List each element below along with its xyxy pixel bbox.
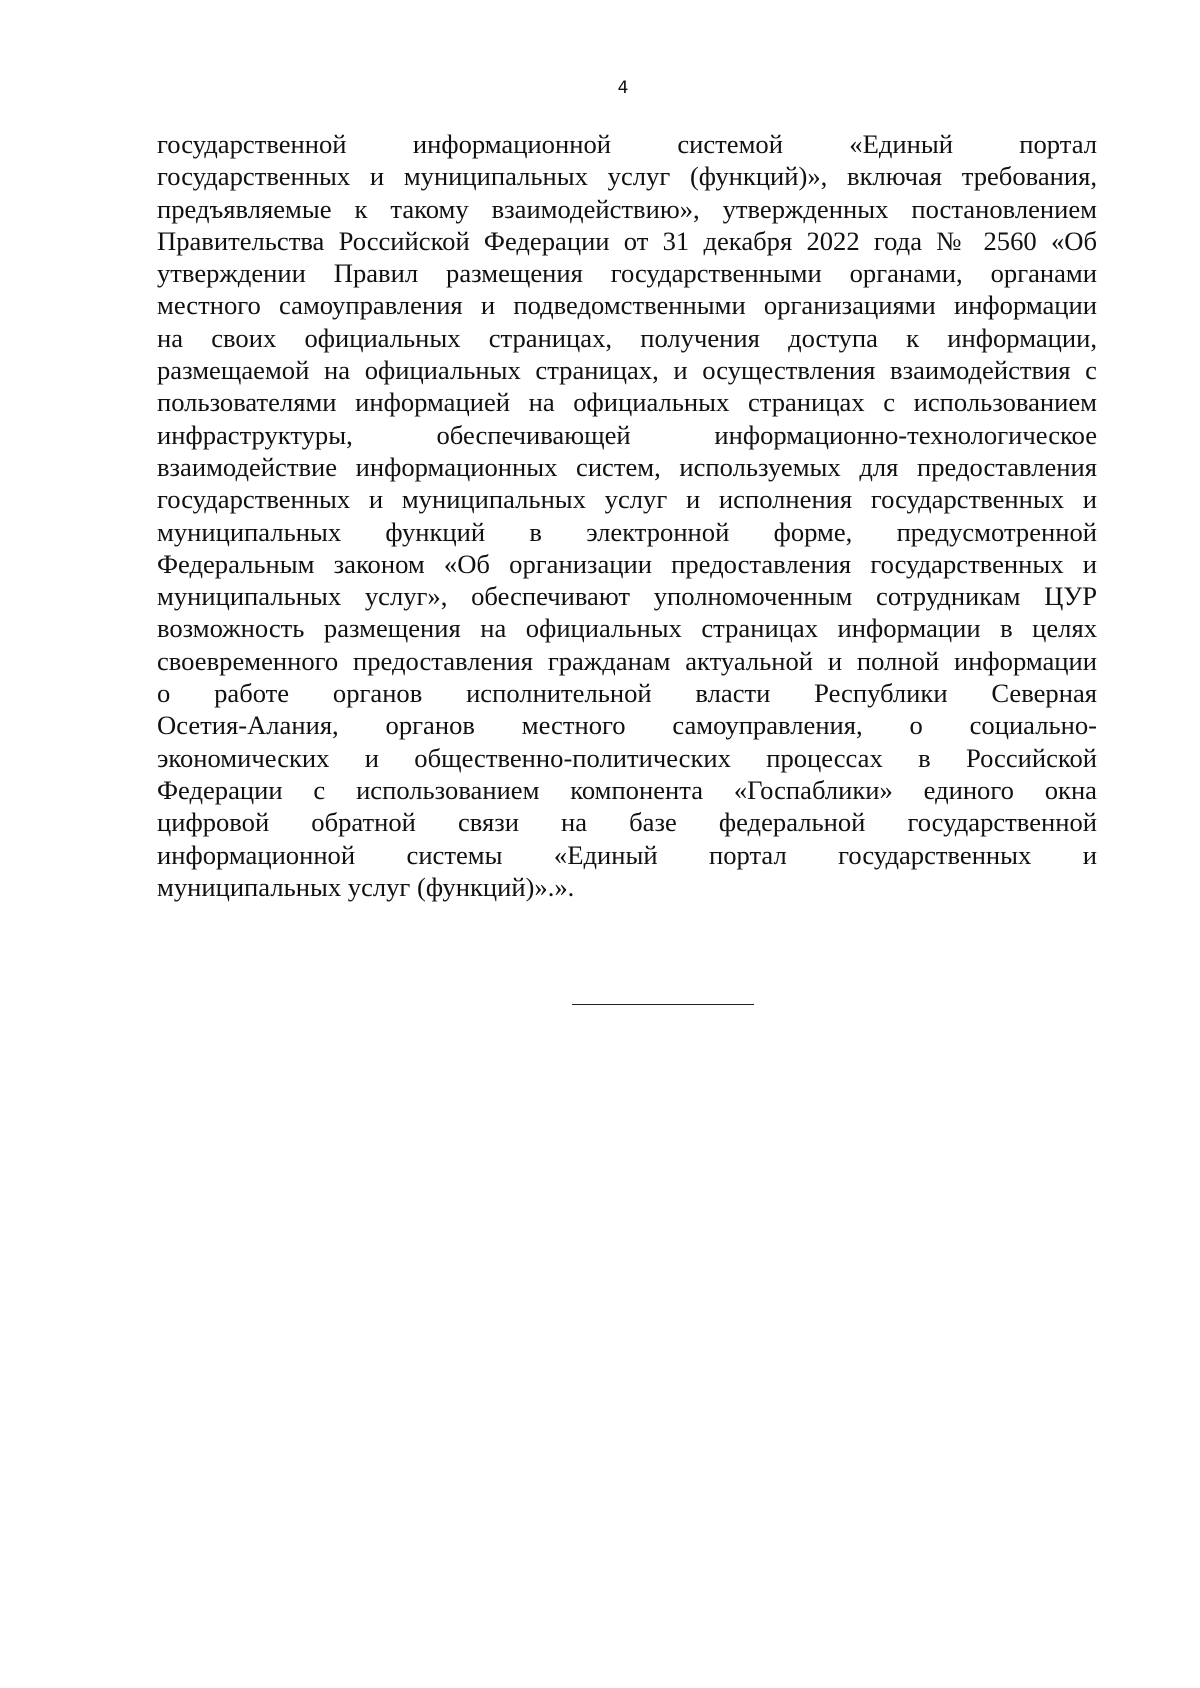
text-line: Правительства Российской Федерации от 31 декабря 2022 года № 2560 «Об [157,225,1097,256]
body-paragraph [157,128,1097,903]
text-line: муниципальных функций в электронной форме, предусмотренной [157,516,1097,547]
text-line: государственной информационной системой «Единый портал [157,129,1097,159]
end-divider [572,1004,754,1005]
text-line: инфраструктуры, обеспечивающей информационно-технологическое [157,419,1097,450]
text-line: государственных и муниципальных услуг и исполнения государственных и [157,484,1097,515]
text-line: своевременного предоставления гражданам актуальной и полной информации [157,645,1097,676]
text-line: возможность размещения на официальных страницах информации в целях [157,613,1097,644]
text-line: государственных и муниципальных услуг (функций)», включая требования, [157,161,1097,192]
text-line: местного самоуправления и подведомственными организациями информации [157,290,1097,321]
text-line: цифровой обратной связи на базе федеральной государственной [157,807,1097,838]
page-number: 4 [617,78,629,98]
text-line: муниципальных услуг (функций)».». [157,871,575,902]
text-line: Осетия-Алания, органов местного самоуправления, о социально- [157,710,1097,741]
text-line: на своих официальных страницах, получения доступа к информации, [157,322,1097,353]
text-line: Федерации с использованием компонента «Госпаблики» единого окна [157,774,1097,805]
text-line: информационной системы «Единый портал государственных и [157,839,1097,870]
text-line: размещаемой на официальных страницах, и осуществления взаимодействия с [157,355,1097,386]
text-line: пользователями информацией на официальных страницах с использованием [157,387,1097,418]
text-line: предъявляемые к такому взаимодействию», утвержденных постановлением [157,193,1097,224]
text-line: утверждении Правил размещения государственными органами, органами [157,258,1097,289]
text-line: взаимодействие информационных систем, используемых для предоставления [157,451,1097,482]
text-line: муниципальных услуг», обеспечивают уполномоченным сотрудникам ЦУР [157,581,1097,612]
text-line: Федеральным законом «Об организации предоставления государственных и [157,548,1097,579]
text-line: о работе органов исполнительной власти Республики Северная [157,678,1097,709]
text-line: экономических и общественно-политических процессах в Российской [157,742,1097,773]
